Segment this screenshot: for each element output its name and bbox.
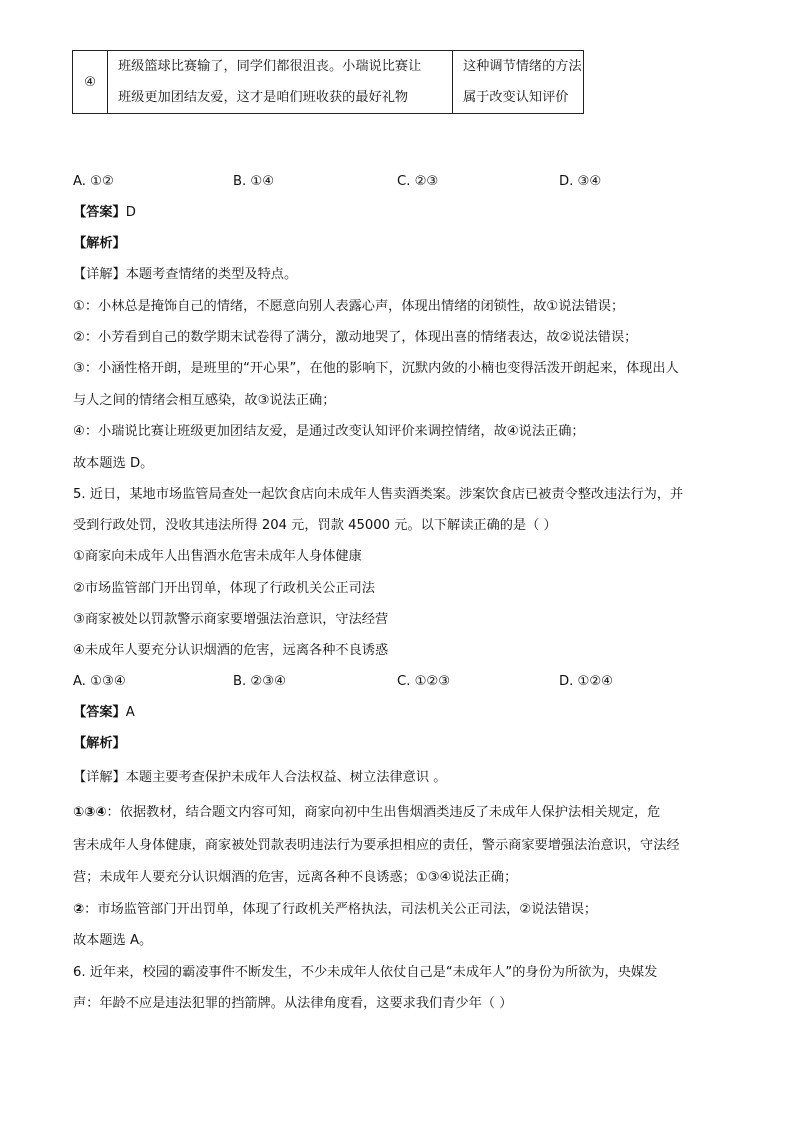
answer-value: D [125,205,136,220]
question-4-point-3-line-2: 与人之间的情绪会相互感染，故③说法正确； [73,393,336,408]
question-5-stem-line-1: 5. 近日，某地市场监管局查处一起饮食店向未成年人售卖酒类案。涉案饮食店已被责令整改违法行为，并 [73,487,684,502]
scenario-cell [108,51,453,114]
question-5-conclusion: 故本题选 A。 [73,933,153,948]
question-5-item-1: ①商家向未成年人出售酒水危害未成年人身体健康 [73,549,362,564]
question-4-point-2: ②：小芳看到自己的数学期末试卷得了满分，激动地哭了，体现出喜的情绪表达，故②说法错误； [73,330,638,345]
question-5-options [73,672,713,692]
question-5-stem-line-2: 受到行政处罚，没收其违法所得 204 元，罚款 45000 元。以下解读正确的是（ ） [73,518,557,533]
option-a: A. ①② [73,174,114,189]
interpretation-line-2: 属于改变认知评价 [463,90,569,105]
question-4-detail: 【详解】本题考查情绪的类型及特点。 [73,267,298,282]
question-4-conclusion: 故本题选 D。 [73,456,154,471]
question-6-stem-line-1: 6. 近年来，校园的霸凌事件不断发生，不少未成年人依仗自己是“未成年人”的身份为所欲为，央媒发 [73,965,658,980]
option-b: B. ①④ [233,174,275,189]
question-5-item-2: ②市场监管部门开出罚单，体现了行政机关公正司法 [73,581,375,596]
question-5-item-3: ③商家被处以罚款警示商家要增强法治意识，守法经营 [73,612,389,627]
option-c: C. ②③ [397,174,439,189]
option-d: D. ③④ [559,174,602,189]
scenario-line-1: 班级篮球比赛输了，同学们都很沮丧。小瑞说比赛让 [118,59,422,74]
table-row [73,51,584,114]
interpretation-line-1: 这种调节情绪的方法 [463,59,582,74]
scenario-line-2: 班级更加团结友爱，这才是咱们班收获的最好礼物 [118,90,409,105]
question-4-table [72,50,584,114]
option-b: B. ②③④ [233,674,286,689]
question-5-item-4: ④未成年人要充分认识烟酒的危害，远离各种不良诱惑 [73,643,389,658]
question-5-detail: 【详解】本题主要考查保护未成年人合法权益、树立法律意识 。 [73,770,447,785]
point-2-text: ：市场监管部门开出罚单，体现了行政机关严格执法，司法机关公正司法，②说法错误； [84,902,598,917]
answer-value: A [125,705,135,720]
question-5-point-134-line-2: 害未成年人身体健康，商家被处罚款表明违法行为要承担相应的责任，警示商家要增强法治意识，守法经 [73,838,680,853]
option-a: A. ①③④ [73,674,126,689]
question-6-stem-line-2: 声：年龄不应是违法犯罪的挡箭牌。从法律角度看，这要求我们青少年（ ） [73,996,513,1011]
question-4-point-4: ④：小瑞说比赛让班级更加团结友爱，是通过改变认知评价来调控情绪，故④说法正确； [73,424,585,439]
question-4-point-1: ①：小林总是掩饰自己的情绪，不愿意向别人表露心声，体现出情绪的闭锁性，故①说法错误； [73,299,625,314]
question-5-point-134-line-1 [73,803,660,823]
point-134-label: ①③④ [73,805,107,820]
question-4-point-3-line-1: ③：小涵性格开朗，是班里的“开心果”，在他的影响下，沉默内敛的小楠也变得活泼开朗起来，体现出人 [73,361,679,376]
question-5-point-134-line-3: 营；未成年人要充分认识烟酒的危害，远离各种不良诱惑；①③④说法正确； [73,870,518,885]
question-5-analysis-label: 【解析】 [73,736,126,751]
question-4-options [73,172,713,192]
question-4-analysis-label: 【解析】 [73,236,126,251]
interpretation-cell [453,51,584,114]
question-5-point-2 [73,900,597,920]
question-5-answer [73,703,135,723]
option-c: C. ①②③ [397,674,451,689]
item-number-cell: ④ [73,51,108,114]
point-2-label: ② [73,902,85,917]
option-d: D. ①②④ [559,674,614,689]
answer-label: 【答案】 [73,205,126,220]
point-134-text: ：依据教材，结合题文内容可知，商家向初中生出售烟酒类违反了未成年人保护法相关规定，危 [106,805,661,820]
question-4-answer [73,203,136,223]
answer-label: 【答案】 [73,705,126,720]
